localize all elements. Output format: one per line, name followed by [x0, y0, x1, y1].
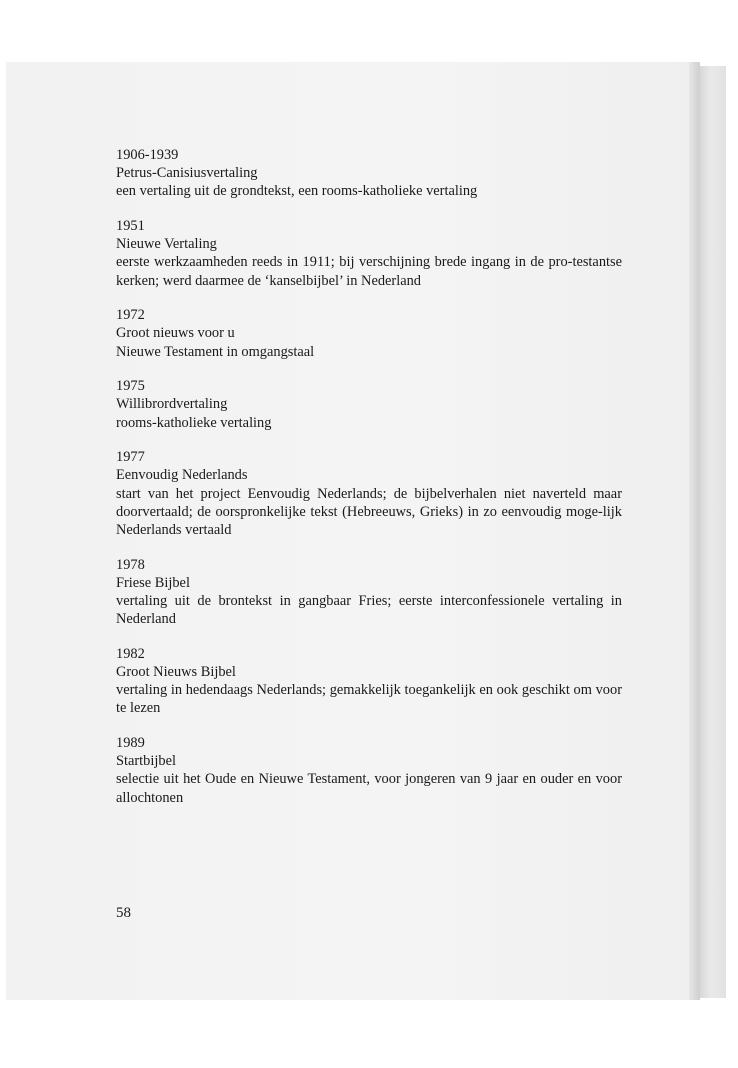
entry-1975 — [116, 377, 622, 432]
entry-description: vertaling in hedendaags Nederlands; gemakkelijk toegankelijk en ook geschikt om voor te lezen — [116, 682, 622, 717]
entry-title: Petrus-Canisiusvertaling — [116, 165, 258, 182]
entry-year: 1972 — [116, 307, 145, 324]
entry-year: 1978 — [116, 556, 145, 573]
entry-1951 — [116, 217, 622, 290]
entry-title: Groot nieuws voor u — [116, 325, 235, 342]
entry-1989 — [116, 734, 622, 807]
entry-1906-1939 — [116, 146, 622, 201]
entry-title: Eenvoudig Nederlands — [116, 467, 248, 484]
entry-year: 1989 — [116, 735, 145, 752]
entry-1972 — [116, 306, 622, 361]
entry-description: eerste werkzaamheden reeds in 1911; bij verschijning brede ingang in de pro-testantse kerken; werd daarmee de ‘kanselbijbel’ in Nederland — [116, 254, 622, 289]
page-edge — [700, 66, 726, 998]
entry-year: 1951 — [116, 218, 145, 234]
entry-description: start van het project Eenvoudig Nederlands; de bijbelverhalen niet naverteld maar doorvertaald; de oorspronkelijke tekst (Hebreeuws, Grieks) in zo eenvoudig moge-lijk Nederlands vertaald — [116, 485, 622, 539]
entry-description: een vertaling uit de grondtekst, een rooms-katholieke vertaling — [116, 183, 478, 200]
page-number: 58 — [116, 905, 131, 921]
entry-title: Startbijbel — [116, 753, 176, 770]
entry-description: rooms-katholieke vertaling — [116, 414, 272, 431]
entry-1978 — [116, 556, 622, 629]
entry-title: Willibrordvertaling — [116, 396, 228, 413]
entry-year: 1906-1939 — [116, 147, 179, 163]
entry-year: 1975 — [116, 378, 145, 395]
entry-1982 — [116, 645, 622, 718]
entry-description: selectie uit het Oude en Nieuwe Testament, voor jongeren van 9 jaar en ouder en voor allochtonen — [116, 771, 622, 806]
entry-title: Friese Bijbel — [116, 574, 190, 591]
entry-year: 1977 — [116, 449, 145, 466]
entry-description: vertaling uit de brontekst in gangbaar Fries; eerste interconfessionele vertaling in Nederland — [116, 593, 622, 628]
entry-title: Groot Nieuws Bijbel — [116, 664, 236, 681]
entry-title: Nieuwe Vertaling — [116, 236, 217, 253]
page-fold — [689, 62, 700, 1000]
entry-description: Nieuwe Testament in omgangstaal — [116, 343, 315, 360]
entry-year: 1982 — [116, 645, 145, 662]
chronology-list — [116, 146, 622, 823]
entry-1977 — [116, 448, 622, 539]
